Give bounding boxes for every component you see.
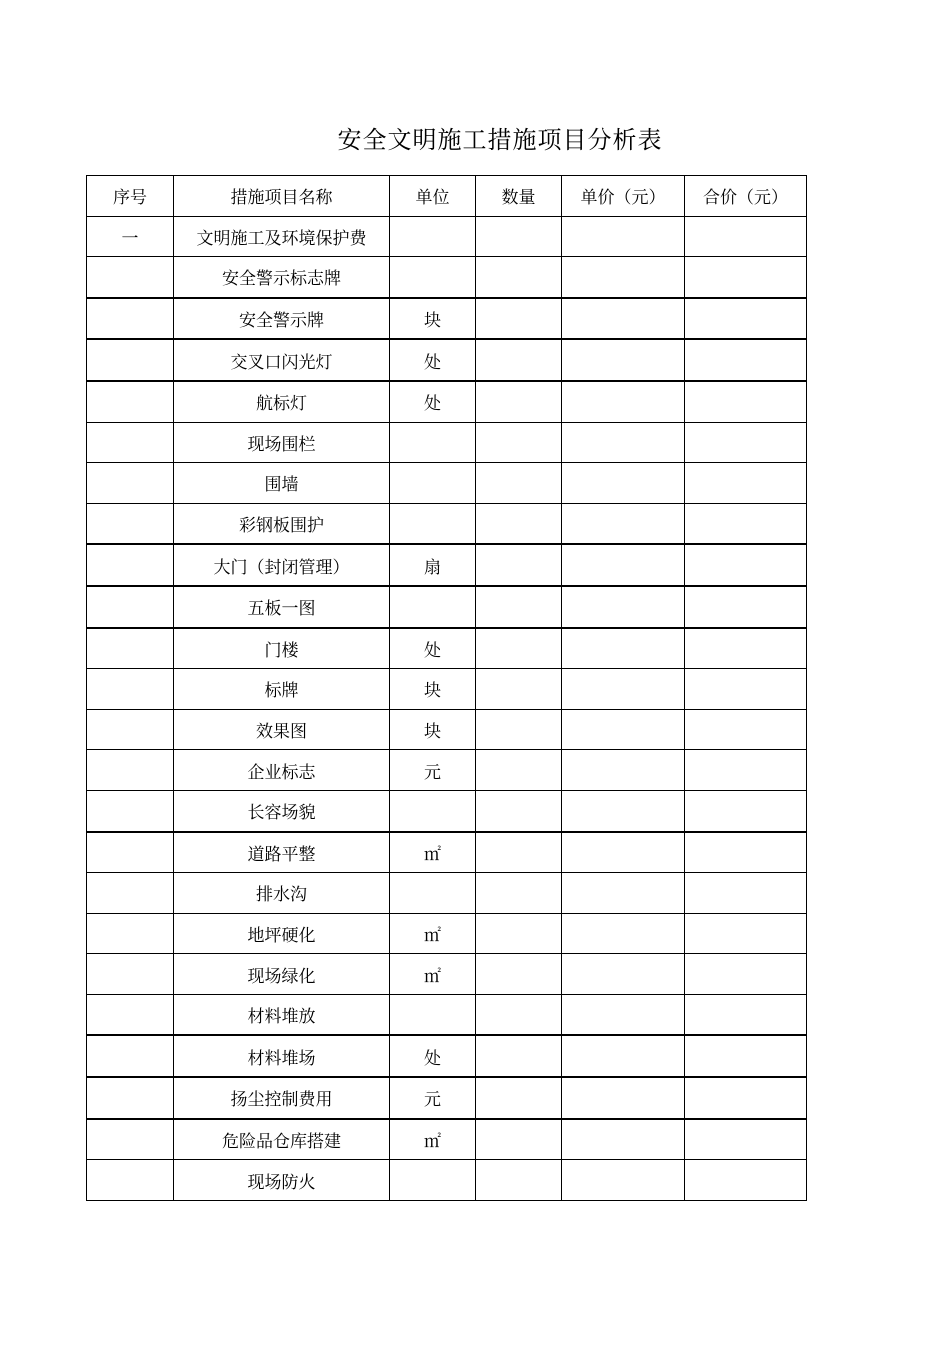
cell-seq [87, 1035, 174, 1077]
table-row [87, 463, 807, 504]
cell-unit-price [562, 503, 685, 544]
cell-unit-price [562, 339, 685, 381]
cell-seq [87, 381, 174, 422]
cell-seq [87, 463, 174, 504]
cell-total-price [685, 1035, 807, 1077]
cell-seq [87, 339, 174, 381]
cell-unit: ㎡ [390, 954, 476, 995]
cell-total-price [685, 873, 807, 914]
cell-name: 现场围栏 [174, 422, 390, 463]
cell-name: 文明施工及环境保护费 [174, 216, 390, 257]
cell-name: 大门（封闭管理） [174, 544, 390, 586]
cell-total-price [685, 1160, 807, 1201]
cell-unit-price [562, 832, 685, 873]
cell-total-price [685, 709, 807, 750]
cell-unit-price [562, 1035, 685, 1077]
cell-name: 排水沟 [174, 873, 390, 914]
cell-name: 门楼 [174, 628, 390, 669]
cell-unit: 处 [390, 381, 476, 422]
cell-unit: ㎡ [390, 832, 476, 873]
cell-unit-price [562, 709, 685, 750]
table-row [87, 709, 807, 750]
cell-unit [390, 1160, 476, 1201]
cell-unit-price [562, 216, 685, 257]
document-title: 安全文明施工措施项目分析表 [337, 126, 663, 154]
table-row [87, 628, 807, 669]
cell-unit-price [562, 873, 685, 914]
cell-name: 现场绿化 [174, 954, 390, 995]
cell-name: 道路平整 [174, 832, 390, 873]
cell-name: 彩钢板围护 [174, 503, 390, 544]
cell-qty [476, 586, 562, 628]
table-row [87, 381, 807, 422]
cell-total-price [685, 422, 807, 463]
measures-analysis-table [86, 175, 807, 1201]
cell-seq [87, 628, 174, 669]
cell-unit-price [562, 586, 685, 628]
cell-seq [87, 422, 174, 463]
cell-qty [476, 954, 562, 995]
cell-unit [390, 586, 476, 628]
table-row [87, 873, 807, 914]
header-qty: 数量 [476, 176, 562, 217]
cell-unit [390, 257, 476, 298]
cell-name: 企业标志 [174, 750, 390, 791]
cell-unit-price [562, 994, 685, 1035]
cell-name: 五板一图 [174, 586, 390, 628]
cell-total-price [685, 381, 807, 422]
table-body [87, 216, 807, 1200]
cell-name: 航标灯 [174, 381, 390, 422]
cell-name: 长容场貌 [174, 790, 390, 831]
cell-unit-price [562, 1160, 685, 1201]
header-seq: 序号 [87, 176, 174, 217]
cell-unit [390, 422, 476, 463]
cell-seq [87, 994, 174, 1035]
cell-qty [476, 709, 562, 750]
table-row [87, 257, 807, 298]
table-row [87, 1119, 807, 1160]
cell-seq [87, 832, 174, 873]
cell-name: 效果图 [174, 709, 390, 750]
cell-total-price [685, 503, 807, 544]
cell-seq [87, 790, 174, 831]
table-row [87, 503, 807, 544]
cell-seq [87, 1160, 174, 1201]
table-row [87, 339, 807, 381]
cell-unit-price [562, 790, 685, 831]
cell-unit-price [562, 463, 685, 504]
cell-qty [476, 994, 562, 1035]
cell-total-price [685, 790, 807, 831]
cell-qty [476, 750, 562, 791]
cell-seq [87, 503, 174, 544]
cell-name: 材料堆场 [174, 1035, 390, 1077]
cell-unit-price [562, 913, 685, 954]
cell-seq [87, 669, 174, 710]
cell-unit [390, 873, 476, 914]
cell-unit: 元 [390, 750, 476, 791]
header-total-price: 合价（元） [685, 176, 807, 217]
cell-unit [390, 503, 476, 544]
cell-unit-price [562, 1119, 685, 1160]
cell-qty [476, 339, 562, 381]
table-row [87, 954, 807, 995]
cell-unit-price [562, 381, 685, 422]
cell-unit: 块 [390, 298, 476, 340]
cell-total-price [685, 628, 807, 669]
cell-total-price [685, 339, 807, 381]
cell-qty [476, 381, 562, 422]
cell-unit-price [562, 1077, 685, 1119]
cell-seq [87, 1119, 174, 1160]
table-row [87, 750, 807, 791]
cell-unit [390, 790, 476, 831]
cell-qty [476, 1160, 562, 1201]
cell-total-price [685, 1077, 807, 1119]
cell-total-price [685, 257, 807, 298]
cell-seq [87, 954, 174, 995]
table-row [87, 913, 807, 954]
header-name: 措施项目名称 [174, 176, 390, 217]
cell-qty [476, 298, 562, 340]
cell-qty [476, 832, 562, 873]
table-row [87, 586, 807, 628]
cell-seq [87, 750, 174, 791]
cell-seq [87, 298, 174, 340]
cell-qty [476, 913, 562, 954]
cell-unit: 处 [390, 628, 476, 669]
cell-qty [476, 257, 562, 298]
table-row [87, 790, 807, 831]
cell-total-price [685, 954, 807, 995]
table-header-row [87, 176, 807, 217]
cell-total-price [685, 913, 807, 954]
cell-qty [476, 790, 562, 831]
cell-seq [87, 1077, 174, 1119]
cell-total-price [685, 832, 807, 873]
cell-name: 标牌 [174, 669, 390, 710]
cell-name: 围墙 [174, 463, 390, 504]
header-unit: 单位 [390, 176, 476, 217]
cell-qty [476, 544, 562, 586]
cell-name: 安全警示标志牌 [174, 257, 390, 298]
cell-name: 交叉口闪光灯 [174, 339, 390, 381]
cell-total-price [685, 669, 807, 710]
cell-unit [390, 463, 476, 504]
cell-unit-price [562, 669, 685, 710]
cell-total-price [685, 216, 807, 257]
cell-name: 现场防火 [174, 1160, 390, 1201]
cell-total-price [685, 298, 807, 340]
cell-unit-price [562, 750, 685, 791]
cell-seq [87, 709, 174, 750]
table-row [87, 422, 807, 463]
table-row [87, 1160, 807, 1201]
cell-qty [476, 503, 562, 544]
table-row [87, 669, 807, 710]
cell-unit-price [562, 298, 685, 340]
cell-seq [87, 586, 174, 628]
cell-seq [87, 873, 174, 914]
cell-qty [476, 628, 562, 669]
cell-total-price [685, 544, 807, 586]
cell-name: 危险品仓库搭建 [174, 1119, 390, 1160]
cell-name: 地坪硬化 [174, 913, 390, 954]
cell-qty [476, 873, 562, 914]
cell-seq [87, 544, 174, 586]
table-row [87, 298, 807, 340]
cell-unit: 处 [390, 339, 476, 381]
cell-qty [476, 422, 562, 463]
cell-total-price [685, 994, 807, 1035]
cell-qty [476, 1077, 562, 1119]
cell-qty [476, 1035, 562, 1077]
cell-unit-price [562, 544, 685, 586]
cell-unit-price [562, 422, 685, 463]
cell-total-price [685, 463, 807, 504]
cell-unit-price [562, 954, 685, 995]
cell-unit [390, 994, 476, 1035]
cell-unit-price [562, 257, 685, 298]
table-row [87, 832, 807, 873]
table-row [87, 544, 807, 586]
cell-unit: 块 [390, 709, 476, 750]
cell-total-price [685, 1119, 807, 1160]
header-unit-price: 单价（元） [562, 176, 685, 217]
table-row [87, 1077, 807, 1119]
cell-unit: 处 [390, 1035, 476, 1077]
cell-unit: 扇 [390, 544, 476, 586]
cell-qty [476, 1119, 562, 1160]
cell-unit: 块 [390, 669, 476, 710]
cell-seq [87, 257, 174, 298]
cell-unit: 元 [390, 1077, 476, 1119]
cell-unit: ㎡ [390, 1119, 476, 1160]
table-row [87, 994, 807, 1035]
cell-name: 安全警示牌 [174, 298, 390, 340]
cell-qty [476, 669, 562, 710]
cell-unit [390, 216, 476, 257]
cell-total-price [685, 586, 807, 628]
cell-name: 材料堆放 [174, 994, 390, 1035]
cell-qty [476, 463, 562, 504]
cell-name: 扬尘控制费用 [174, 1077, 390, 1119]
cell-qty [476, 216, 562, 257]
cell-unit: ㎡ [390, 913, 476, 954]
table-row [87, 216, 807, 257]
table-row [87, 1035, 807, 1077]
cell-total-price [685, 750, 807, 791]
cell-seq: 一 [87, 216, 174, 257]
cell-seq [87, 913, 174, 954]
cell-unit-price [562, 628, 685, 669]
